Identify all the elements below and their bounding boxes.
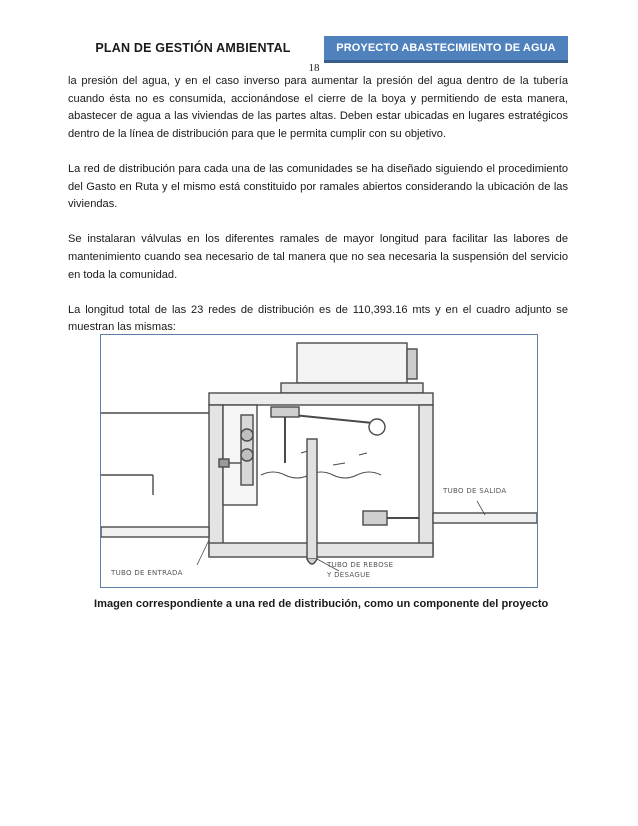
header-left-title: PLAN DE GESTIÓN AMBIENTAL [95, 41, 291, 55]
inlet-label: TUBO DE ENTRADA [111, 569, 183, 577]
tank-top-slab [209, 393, 433, 405]
tank-diagram [101, 335, 537, 587]
overflow-label-line2: Y DESAGUE [327, 571, 371, 579]
water-surface [261, 472, 381, 478]
paragraph: Se instalaran válvulas en los diferentes ramales de mayor longitud para facilitar las labores de mantenimiento cuando sea necesario de tal manera que no sea necesaria la suspensión del servicio en toda la comunidad. [68, 233, 568, 281]
cover-slab [281, 383, 423, 393]
paragraph: La red de distribución para cada una de las comunidades se ha diseñado siguiendo el procedimiento del Gasto en Ruta y el mismo está constituido por ramales abiertos considerando la ubicación de las viviendas. [68, 162, 568, 211]
float-valve [271, 407, 299, 417]
page-number: 18 [308, 62, 320, 74]
figure-caption: Imagen correspondiente a una red de distribución, como un componente del proyecto [94, 598, 549, 610]
tank-right-wall [419, 405, 433, 555]
access-cover [297, 343, 407, 383]
outlet-label: TUBO DE SALIDA [443, 487, 507, 495]
inlet-pipe [101, 527, 209, 537]
outlet-fitting [363, 511, 387, 525]
paragraph: la presión del agua, y en el caso inverso para aumentar la presión del agua dentro de la tubería cuando ésta no es consumida, accionándose el cierre de la boya y permitiendo de esta manera, abastecer de agua a las viviendas de las partes altas. Deben estar ubicadas en lugares estratégicos dentro de la línea de distribución para que le permita cumplir con su objetivo. [68, 75, 568, 140]
cover-handle [407, 349, 417, 379]
paragraph: La longitud total de las 23 redes de distribución es de 110,393.16 mts y en el cuadro adjunto se muestran las mismas: [68, 303, 568, 334]
overflow-label-line1: TUBO DE REBOSE [327, 561, 394, 569]
header-right-title: PROYECTO ABASTECIMIENTO DE AGUA [324, 36, 568, 63]
gate-valve [219, 459, 229, 467]
float-ball [369, 419, 385, 435]
tank-floor [209, 543, 433, 557]
overflow-pipe [307, 439, 317, 559]
page-header [68, 36, 568, 60]
body-text [68, 73, 568, 355]
tank-left-wall [209, 405, 223, 555]
tank-diagram-figure [100, 334, 538, 588]
